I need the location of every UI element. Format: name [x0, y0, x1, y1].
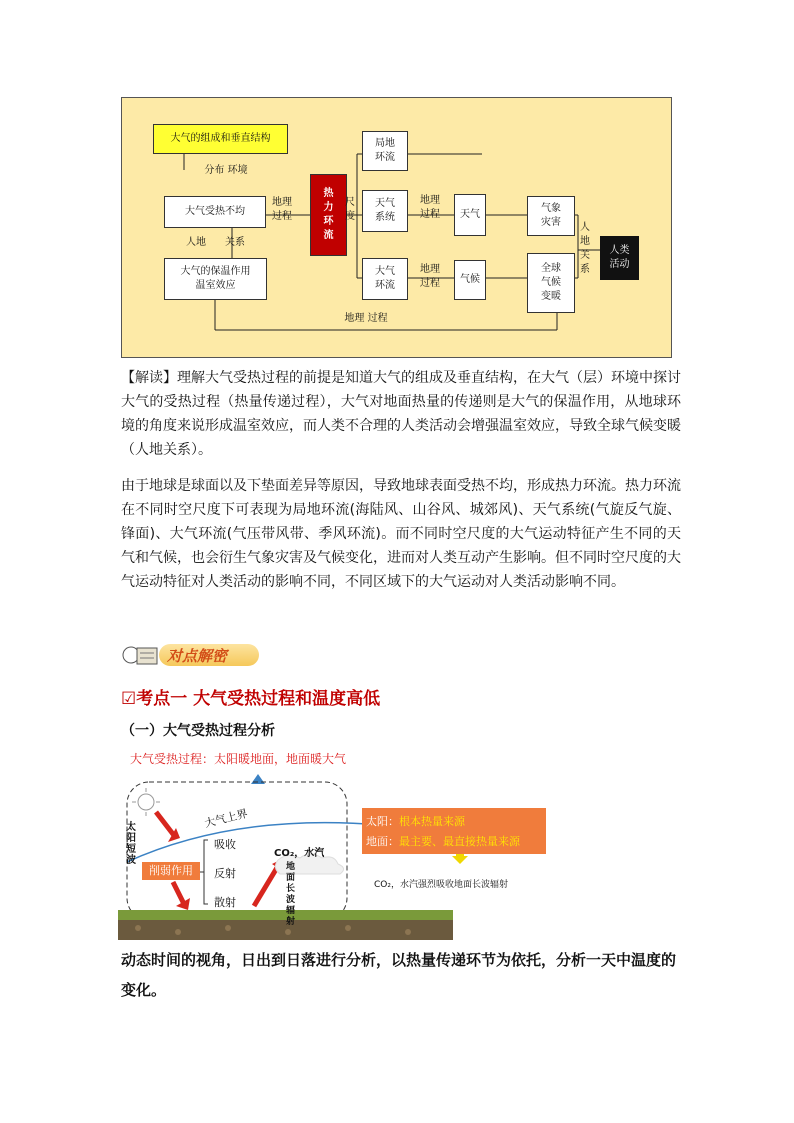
bottom-geo-process-label: 地理 过程 [344, 313, 388, 324]
ground-source-label: 地面： [366, 835, 399, 848]
interpretation-text: 理解大气受热过程的前提是知道大气的组成及垂直结构，在大气（层）环境中探讨大气的受热过程（热量传递过程），大气对地面热量的传递则是大气的保温作用，从地球环境的角度来说形成温室效应，而人类不合理的人类活动会增强温室效应，导致全球气候变暖（人地关系）。 [121, 370, 681, 458]
sun-source-text: 根本热量来源 [399, 815, 465, 828]
co2-vapor-label: CO₂，水汽 [274, 848, 325, 859]
section-banner [121, 642, 261, 668]
scatter-label: 散射 [214, 896, 236, 909]
interpretation-label: 【解读】 [121, 370, 177, 386]
uneven-heating-box: 大气受热不均 [164, 196, 266, 228]
atmosphere-upper-label: 大气上界 [203, 806, 250, 831]
distribution-environment-label: 分布 环境 [204, 165, 248, 176]
general-circulation-box: 大气 环流 [362, 258, 408, 300]
heat-process-diagram [118, 746, 548, 940]
geo-process-label-2: 地理 过程 [420, 195, 440, 220]
weather-system-box: 天气 系统 [362, 190, 408, 232]
insulation-box: 大气的保温作用 温室效应 [164, 258, 267, 300]
ground-longwave-label: 地 面 长 波 辐 射 [286, 862, 296, 927]
ground-source-text: 最主要、最直接热量来源 [399, 835, 520, 848]
human-land-relation-label: 人 地 关 系 [580, 222, 590, 275]
reflect-label: 反射 [214, 867, 236, 880]
weather-disaster-box: 气象 灾害 [527, 196, 575, 236]
interpretation-paragraph-1 [121, 366, 681, 462]
human-land-label: 人地 [186, 237, 206, 248]
bottom-analysis-text: 动态时间的视角，日出到日落进行分析，以热量传递环节为依托，分析一天中温度的变化。 [121, 951, 677, 999]
heat-diagram-title: 大气受热过程：太阳暖地面，地面暖大气 [130, 752, 347, 766]
relation-label: 关系 [225, 237, 245, 248]
geo-process-label-1: 地理 过程 [272, 197, 292, 222]
weakening-box: 削弱作用 [142, 862, 200, 880]
local-circulation-box: 局地 环流 [362, 131, 408, 171]
kaodian-heading: ☑考点一 大气受热过程和温度高低 [121, 689, 381, 709]
section-banner-title: 对点解密 [167, 647, 228, 665]
atmosphere-structure-box: 大气的组成和垂直结构 [153, 124, 288, 154]
scale-label: 尺 度 [345, 197, 355, 222]
sun-shortwave-label: 太 阳 短 波 [126, 822, 136, 866]
sun-source-row [366, 813, 465, 829]
absorb-label: 吸收 [214, 838, 236, 851]
interpretation-paragraph-2: 由于地球是球面以及下垫面差异等原因，导致地球表面受热不均，形成热力环流。热力环流在不同时空尺度下可表现为局地环流(海陆风、山谷风、城郊风)、天气系统(气旋反气旋、锋面)、大气环流(气压带风带、季风环流)。而不同时空尺度的大气运动特征产生不同的天气和气候，也会衍生气象灾害及气候变化，进而对人类互动产生影响。但不同时空尺度的大气运动特征对人类活动的影响不同，不同区域下的大气运动对人类活动影响不同。 [121, 478, 681, 590]
climate-box: 气候 [454, 260, 486, 300]
notebook-icon [121, 642, 161, 668]
sun-source-label: 太阳： [366, 815, 399, 828]
global-warming-box: 全球 气候 变暖 [527, 253, 575, 313]
concept-diagram [121, 97, 672, 358]
human-activity-box: 人类 活动 [600, 236, 639, 280]
co2-absorb-label: CO₂，水汽强烈吸收地面长波辐射 [374, 880, 508, 890]
heat-source-box [362, 808, 546, 854]
weather-box: 天气 [454, 194, 486, 236]
geo-process-label-3: 地理 过程 [420, 264, 440, 289]
thermal-circulation-box: 热 力 环 流 [310, 174, 347, 256]
sub-heading: （一）大气受热过程分析 [121, 723, 275, 739]
ground-source-row [366, 833, 520, 849]
